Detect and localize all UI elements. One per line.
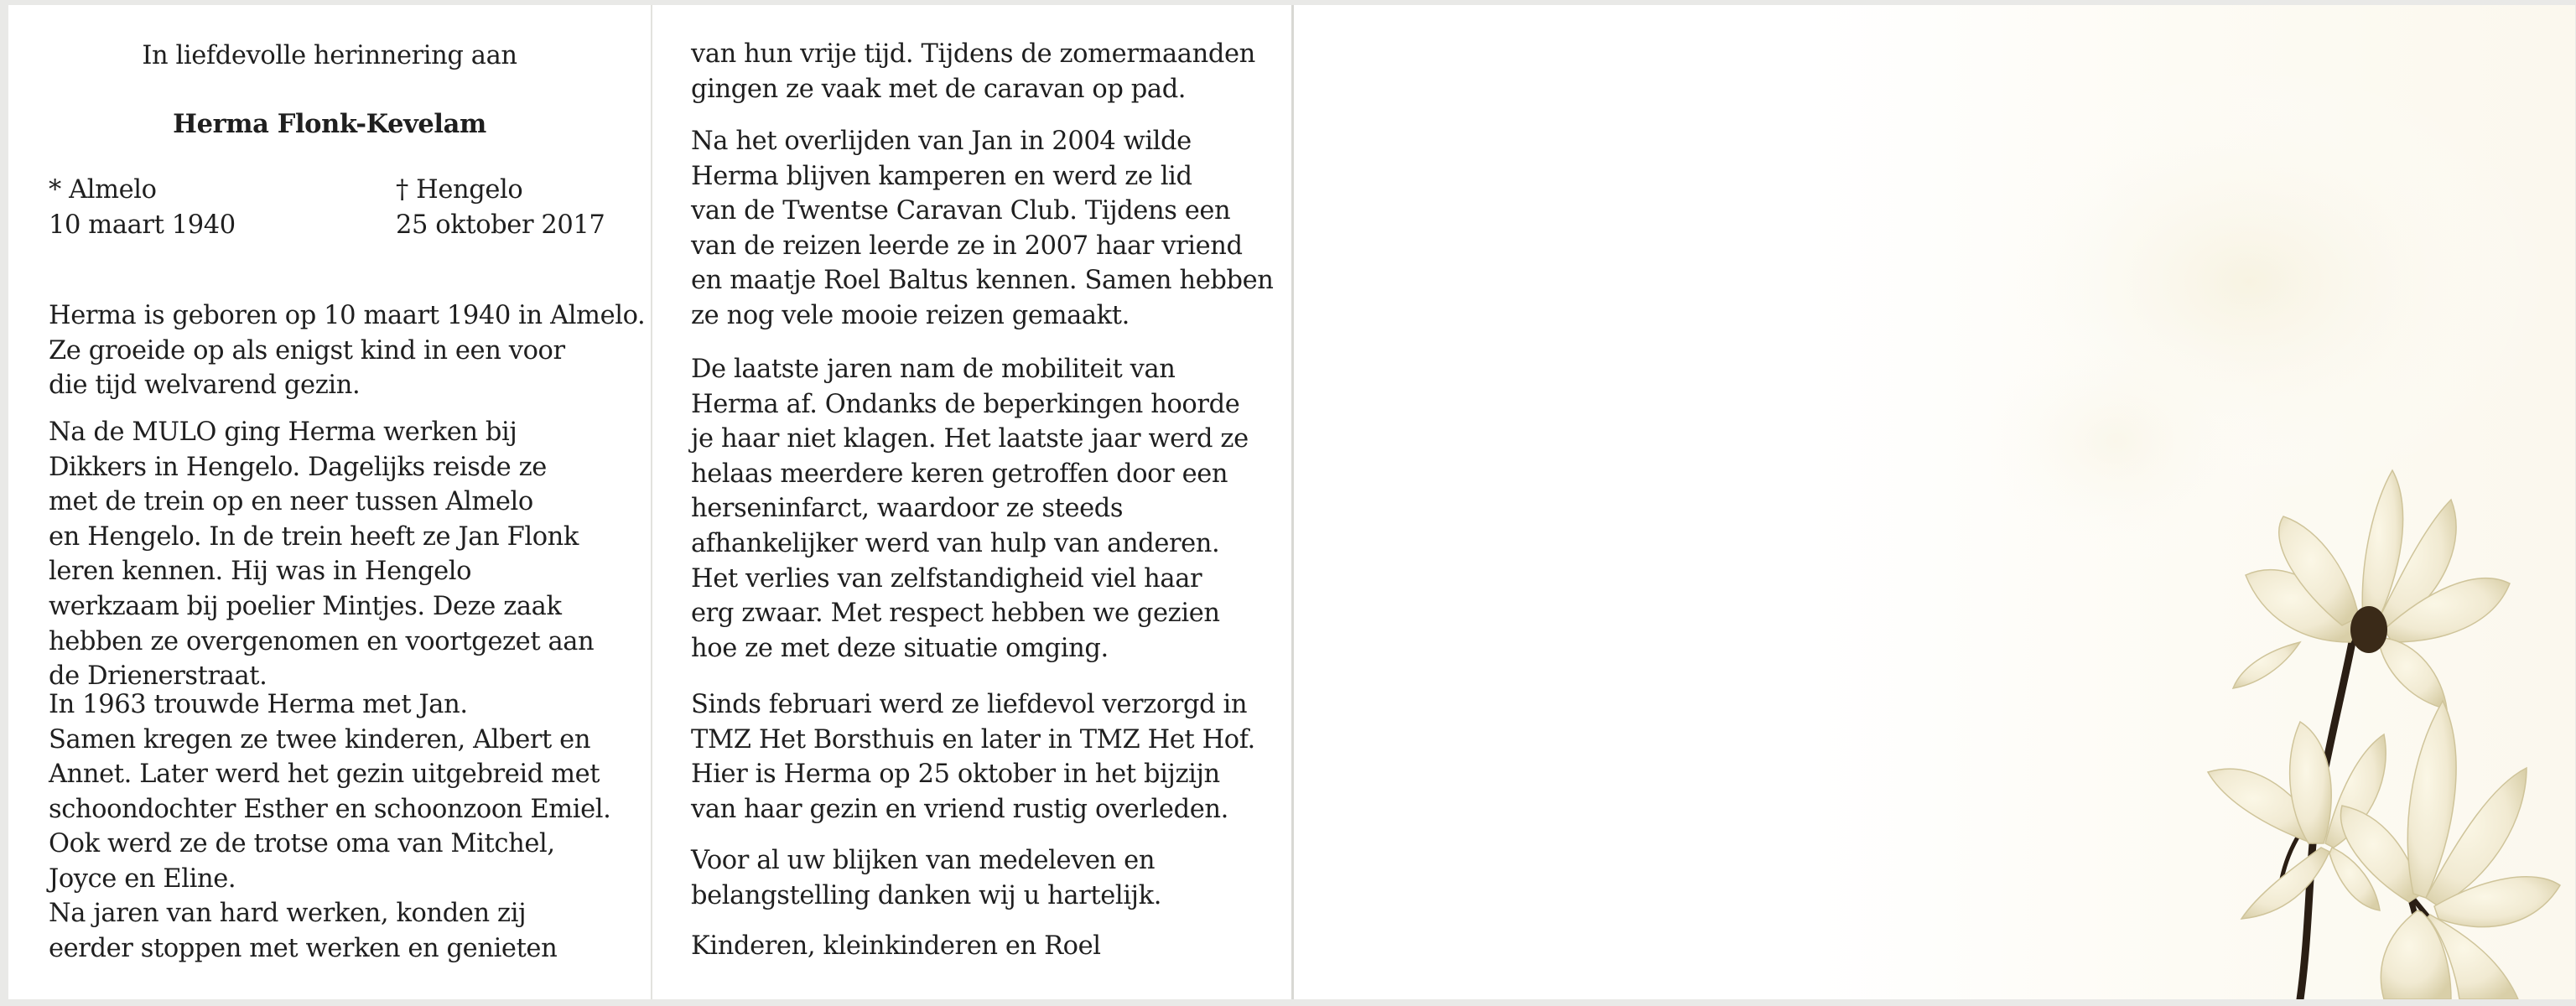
deceased-name: Herma Flonk-Kevelam xyxy=(173,109,486,139)
middle-panel xyxy=(651,5,1293,999)
paragraph-free-time: van hun vrije tijd. Tijdens de zomermaanden gingen ze vaak met de caravan op pad. xyxy=(691,39,1255,104)
paragraph-birth: Herma is geboren op 10 maart 1940 in Almelo. Ze groeide op als enigst kind in een voor die tijd welvarend gezin. xyxy=(49,301,646,401)
birth-place: * Almelo xyxy=(49,175,157,205)
paragraph-marriage: In 1963 trouwde Herma met Jan. Samen kregen ze twee kinderen, Albert en Annet. Later werd het gezin uitgebreid met schoondochter Esther en schoonzoon Emiel. Ook werd ze de trotse oma van Mitchel, Joyce en Eline. xyxy=(49,690,611,894)
signature-line: Kinderen, kleinkinderen en Roel xyxy=(691,931,1101,961)
background-glow xyxy=(1948,307,2283,575)
birth-info xyxy=(49,173,236,242)
paragraph-work: Na de MULO ging Herma werken bij Dikkers in Hengelo. Dagelijks reisde ze met de trein op en neer tussen Almelo en Hengelo. In de trein heeft ze Jan Flonk leren kennen. Hij was in Hengelo werkzaam bij poelier Mintjes. Deze zaak hebben ze overgenomen en voortgezet aan de Drienerstraat. xyxy=(49,417,595,692)
death-date: 25 oktober 2017 xyxy=(396,210,605,240)
intro-line: In liefdevolle herinnering aan xyxy=(142,41,517,70)
right-panel xyxy=(1291,5,2575,999)
magnolia-blossom-icon xyxy=(1294,5,2575,999)
left-panel xyxy=(8,5,651,999)
birth-date: 10 maart 1940 xyxy=(49,210,236,240)
paragraph-care: Sinds februari werd ze liefdevol verzorgd in TMZ Het Borsthuis en later in TMZ Het Hof. Hier is Herma op 25 oktober in het bijzijn van haar gezin en vriend rustig overleden. xyxy=(691,690,1255,824)
paragraph-camping: Na het overlijden van Jan in 2004 wilde Herma blijven kamperen en werd ze lid van de Twentse Caravan Club. Tijdens een van de reizen leerde ze in 2007 haar vriend en maatje Roel Baltus kennen. Samen hebben ze nog vele mooie reizen gemaakt. xyxy=(691,127,1274,330)
paragraph-retirement: Na jaren van hard werken, konden zij eerder stoppen met werken en genieten xyxy=(49,899,558,963)
magnolia-flower-upper xyxy=(2233,470,2510,709)
paragraph-thanks: Voor al uw blijken van medeleven en belangstelling danken wij u hartelijk. xyxy=(691,846,1161,910)
death-info xyxy=(396,173,605,242)
paragraph-mobility: De laatste jaren nam de mobiliteit van Herma af. Ondanks de beperkingen hoorde je haar niet klagen. Het laatste jaar werd ze helaas meerdere keren getroffen door een herseninfarct, waardoor ze steeds afhankelijker werd van hulp van anderen. Het verlies van zelfstandigheid viel haar erg zwaar. Met respect hebben we gezien hoe ze met deze situatie omging. xyxy=(691,355,1249,663)
death-place: † Hengelo xyxy=(396,175,523,205)
